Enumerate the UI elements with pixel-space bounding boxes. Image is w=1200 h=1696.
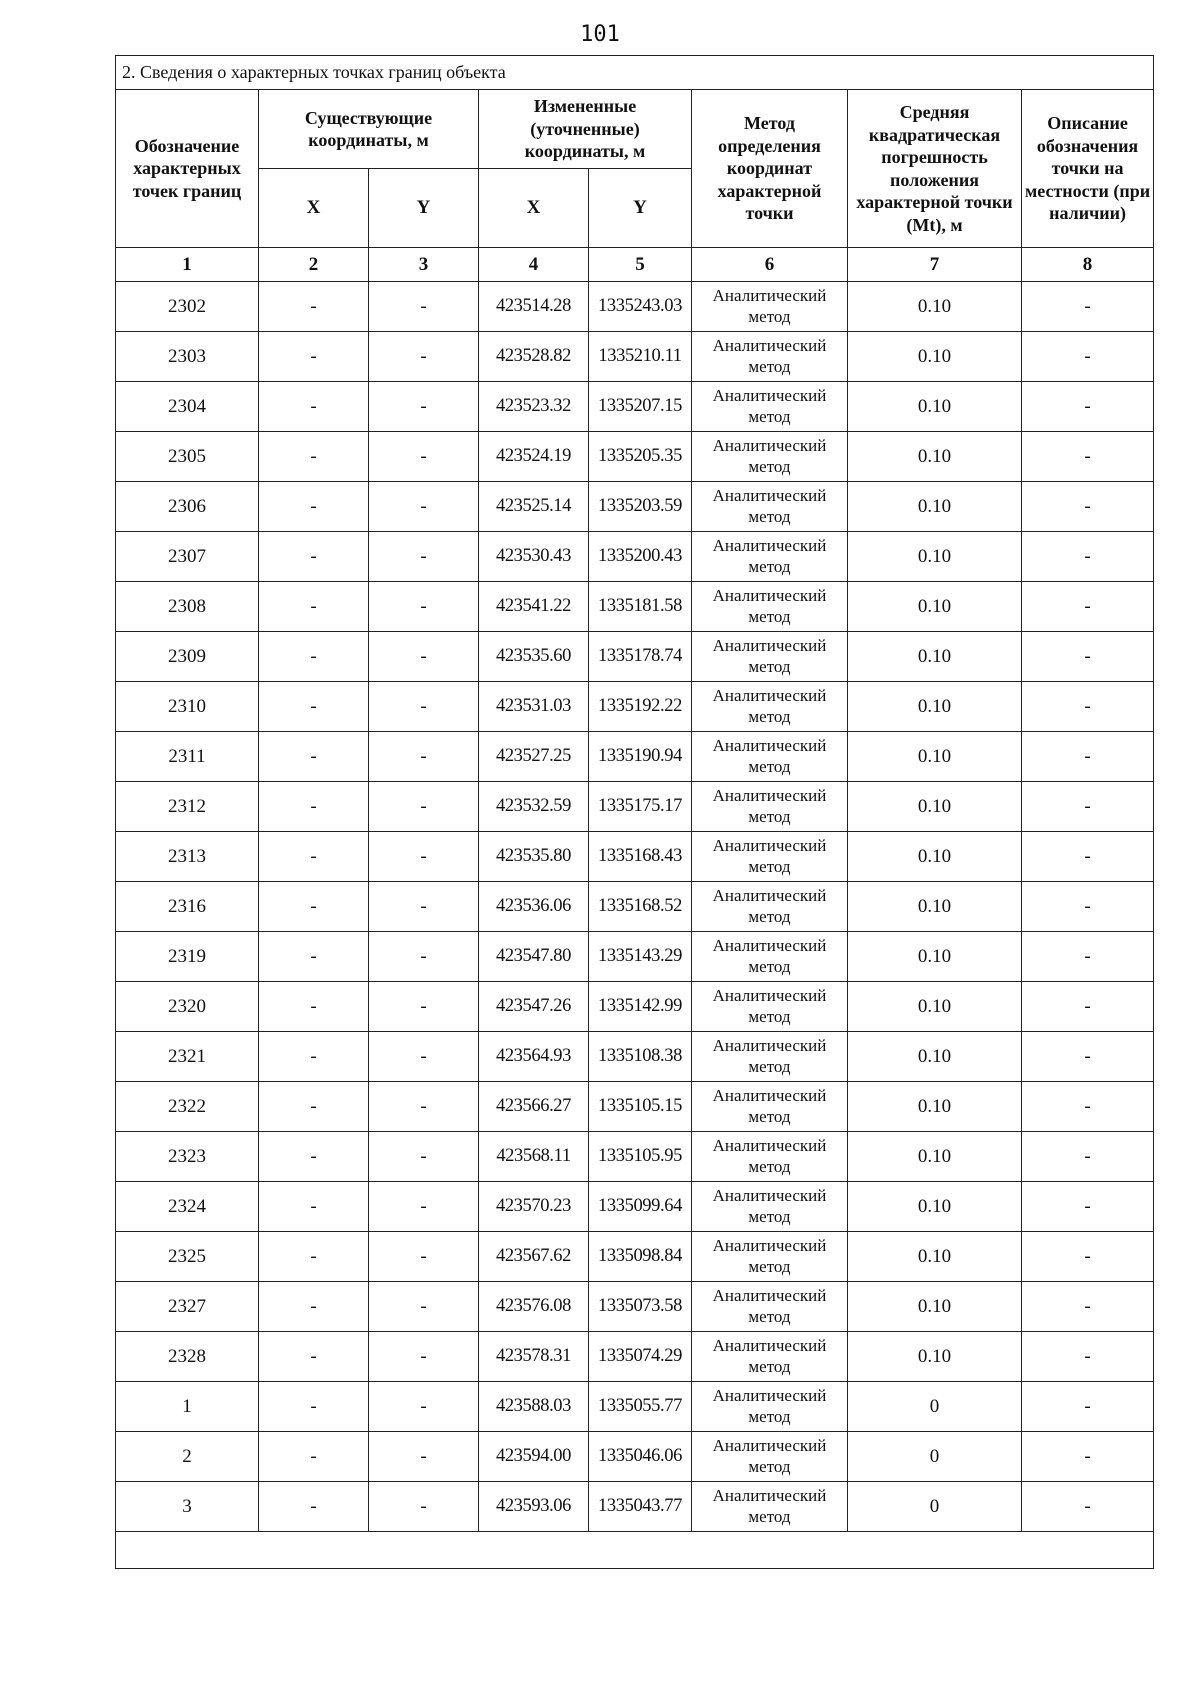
point-designation-cell: 2316 <box>116 882 259 932</box>
existing-x-cell: - <box>259 282 369 332</box>
existing-x-cell: - <box>259 1082 369 1132</box>
changed-y-cell: 1335073.58 <box>589 1282 692 1332</box>
table-row <box>116 1132 1154 1182</box>
existing-x-cell: - <box>259 1432 369 1482</box>
mean-square-error-cell: 0.10 <box>848 1132 1022 1182</box>
point-description-cell: - <box>1022 1132 1154 1182</box>
mean-square-error-cell: 0 <box>848 1482 1022 1532</box>
changed-x-cell: 423570.23 <box>479 1182 589 1232</box>
existing-y-cell: - <box>369 1132 479 1182</box>
changed-x-cell: 423541.22 <box>479 582 589 632</box>
changed-x-cell: 423532.59 <box>479 782 589 832</box>
point-description-cell: - <box>1022 1382 1154 1432</box>
point-designation-cell: 2323 <box>116 1132 259 1182</box>
existing-y-cell: - <box>369 732 479 782</box>
table-row <box>116 782 1154 832</box>
changed-y-cell: 1335205.35 <box>589 432 692 482</box>
point-designation-cell: 2328 <box>116 1332 259 1382</box>
table-row <box>116 1182 1154 1232</box>
point-description-cell: - <box>1022 1282 1154 1332</box>
existing-x-cell: - <box>259 1182 369 1232</box>
point-designation-cell: 2312 <box>116 782 259 832</box>
header-designation: Обозначение характерных точек границ <box>116 90 259 248</box>
mean-square-error-cell: 0.10 <box>848 332 1022 382</box>
point-description-cell: - <box>1022 1182 1154 1232</box>
point-description-cell: - <box>1022 282 1154 332</box>
point-description-cell: - <box>1022 582 1154 632</box>
changed-x-cell: 423530.43 <box>479 532 589 582</box>
existing-y-cell: - <box>369 482 479 532</box>
table-body <box>116 282 1154 1532</box>
existing-x-cell: - <box>259 1032 369 1082</box>
mean-square-error-cell: 0.10 <box>848 482 1022 532</box>
method-cell: Аналитический метод <box>692 282 848 332</box>
point-description-cell: - <box>1022 882 1154 932</box>
method-cell: Аналитический метод <box>692 1282 848 1332</box>
column-number: 6 <box>692 248 848 282</box>
point-designation-cell: 2304 <box>116 382 259 432</box>
point-designation-cell: 1 <box>116 1382 259 1432</box>
changed-y-cell: 1335192.22 <box>589 682 692 732</box>
header-changed-coordinates: Измененные (уточненные) координаты, м <box>479 90 692 169</box>
mean-square-error-cell: 0.10 <box>848 732 1022 782</box>
existing-x-cell: - <box>259 932 369 982</box>
point-designation-cell: 2319 <box>116 932 259 982</box>
method-cell: Аналитический метод <box>692 432 848 482</box>
point-designation-cell: 2305 <box>116 432 259 482</box>
column-number: 8 <box>1022 248 1154 282</box>
existing-x-cell: - <box>259 632 369 682</box>
point-description-cell: - <box>1022 432 1154 482</box>
existing-y-cell: - <box>369 382 479 432</box>
changed-y-cell: 1335175.17 <box>589 782 692 832</box>
table-row <box>116 1432 1154 1482</box>
changed-y-cell: 1335142.99 <box>589 982 692 1032</box>
changed-y-cell: 1335190.94 <box>589 732 692 782</box>
changed-y-cell: 1335046.06 <box>589 1432 692 1482</box>
mean-square-error-cell: 0.10 <box>848 682 1022 732</box>
point-designation-cell: 2 <box>116 1432 259 1482</box>
changed-y-cell: 1335210.11 <box>589 332 692 382</box>
table-row <box>116 582 1154 632</box>
changed-y-cell: 1335108.38 <box>589 1032 692 1082</box>
point-designation-cell: 2321 <box>116 1032 259 1082</box>
table-row <box>116 1332 1154 1382</box>
method-cell: Аналитический метод <box>692 382 848 432</box>
existing-x-cell: - <box>259 332 369 382</box>
point-description-cell: - <box>1022 1032 1154 1082</box>
column-number: 1 <box>116 248 259 282</box>
document-sheet <box>115 55 1153 1569</box>
existing-x-cell: - <box>259 732 369 782</box>
page-number: 101 <box>580 22 620 47</box>
point-designation-cell: 2322 <box>116 1082 259 1132</box>
method-cell: Аналитический метод <box>692 782 848 832</box>
mean-square-error-cell: 0.10 <box>848 582 1022 632</box>
changed-y-cell: 1335168.43 <box>589 832 692 882</box>
point-description-cell: - <box>1022 982 1154 1032</box>
table-caption: 2. Сведения о характерных точках границ объекта <box>116 56 1154 90</box>
existing-x-cell: - <box>259 382 369 432</box>
changed-x-cell: 423536.06 <box>479 882 589 932</box>
point-description-cell: - <box>1022 1082 1154 1132</box>
existing-y-cell: - <box>369 682 479 732</box>
changed-x-cell: 423566.27 <box>479 1082 589 1132</box>
existing-x-cell: - <box>259 782 369 832</box>
existing-y-cell: - <box>369 882 479 932</box>
mean-square-error-cell: 0.10 <box>848 1282 1022 1332</box>
point-designation-cell: 2303 <box>116 332 259 382</box>
mean-square-error-cell: 0.10 <box>848 632 1022 682</box>
method-cell: Аналитический метод <box>692 1332 848 1382</box>
point-description-cell: - <box>1022 332 1154 382</box>
existing-y-cell: - <box>369 1482 479 1532</box>
point-designation-cell: 2320 <box>116 982 259 1032</box>
changed-x-cell: 423576.08 <box>479 1282 589 1332</box>
existing-y-cell: - <box>369 1182 479 1232</box>
method-cell: Аналитический метод <box>692 682 848 732</box>
method-cell: Аналитический метод <box>692 982 848 1032</box>
table-row <box>116 432 1154 482</box>
method-cell: Аналитический метод <box>692 532 848 582</box>
existing-x-cell: - <box>259 1232 369 1282</box>
existing-y-cell: - <box>369 1382 479 1432</box>
method-cell: Аналитический метод <box>692 1132 848 1182</box>
changed-y-cell: 1335207.15 <box>589 382 692 432</box>
table-row <box>116 1282 1154 1332</box>
existing-y-cell: - <box>369 982 479 1032</box>
table-row <box>116 832 1154 882</box>
table-row <box>116 882 1154 932</box>
changed-y-cell: 1335178.74 <box>589 632 692 682</box>
changed-x-cell: 423547.26 <box>479 982 589 1032</box>
method-cell: Аналитический метод <box>692 832 848 882</box>
changed-x-cell: 423567.62 <box>479 1232 589 1282</box>
changed-x-cell: 423547.80 <box>479 932 589 982</box>
changed-x-cell: 423588.03 <box>479 1382 589 1432</box>
method-cell: Аналитический метод <box>692 332 848 382</box>
point-designation-cell: 2313 <box>116 832 259 882</box>
mean-square-error-cell: 0.10 <box>848 932 1022 982</box>
table-row <box>116 1482 1154 1532</box>
method-cell: Аналитический метод <box>692 1182 848 1232</box>
table-row <box>116 1082 1154 1132</box>
changed-x-cell: 423524.19 <box>479 432 589 482</box>
changed-y-cell: 1335055.77 <box>589 1382 692 1432</box>
method-cell: Аналитический метод <box>692 1082 848 1132</box>
point-description-cell: - <box>1022 482 1154 532</box>
point-description-cell: - <box>1022 932 1154 982</box>
method-cell: Аналитический метод <box>692 632 848 682</box>
table-row <box>116 632 1154 682</box>
changed-x-cell: 423568.11 <box>479 1132 589 1182</box>
mean-square-error-cell: 0.10 <box>848 882 1022 932</box>
column-number: 3 <box>369 248 479 282</box>
point-designation-cell: 2309 <box>116 632 259 682</box>
existing-x-cell: - <box>259 682 369 732</box>
changed-y-cell: 1335105.95 <box>589 1132 692 1182</box>
changed-y-cell: 1335143.29 <box>589 932 692 982</box>
method-cell: Аналитический метод <box>692 732 848 782</box>
existing-y-cell: - <box>369 1032 479 1082</box>
header-existing-coordinates: Существующие координаты, м <box>259 90 479 169</box>
existing-y-cell: - <box>369 782 479 832</box>
point-description-cell: - <box>1022 532 1154 582</box>
column-number: 5 <box>589 248 692 282</box>
changed-x-cell: 423527.25 <box>479 732 589 782</box>
existing-x-cell: - <box>259 1132 369 1182</box>
existing-y-cell: - <box>369 832 479 882</box>
mean-square-error-cell: 0.10 <box>848 1182 1022 1232</box>
point-designation-cell: 2311 <box>116 732 259 782</box>
existing-y-cell: - <box>369 432 479 482</box>
changed-y-cell: 1335074.29 <box>589 1332 692 1382</box>
existing-x-cell: - <box>259 982 369 1032</box>
mean-square-error-cell: 0.10 <box>848 532 1022 582</box>
existing-y-cell: - <box>369 1332 479 1382</box>
table-row <box>116 532 1154 582</box>
changed-x-cell: 423593.06 <box>479 1482 589 1532</box>
changed-y-cell: 1335181.58 <box>589 582 692 632</box>
mean-square-error-cell: 0.10 <box>848 1332 1022 1382</box>
changed-y-cell: 1335200.43 <box>589 532 692 582</box>
changed-x-cell: 423564.93 <box>479 1032 589 1082</box>
empty-footer-cell <box>116 1532 1154 1569</box>
table-row <box>116 982 1154 1032</box>
mean-square-error-cell: 0.10 <box>848 982 1022 1032</box>
header-existing-x: X <box>259 169 369 248</box>
existing-x-cell: - <box>259 532 369 582</box>
table-row <box>116 332 1154 382</box>
point-description-cell: - <box>1022 682 1154 732</box>
mean-square-error-cell: 0 <box>848 1432 1022 1482</box>
method-cell: Аналитический метод <box>692 1382 848 1432</box>
table-footer-row <box>116 1532 1154 1569</box>
existing-x-cell: - <box>259 482 369 532</box>
mean-square-error-cell: 0.10 <box>848 1232 1022 1282</box>
header-point-description: Описание обозначения точки на местности (при наличии) <box>1022 90 1154 248</box>
point-description-cell: - <box>1022 1232 1154 1282</box>
mean-square-error-cell: 0.10 <box>848 382 1022 432</box>
mean-square-error-cell: 0 <box>848 1382 1022 1432</box>
changed-x-cell: 423523.32 <box>479 382 589 432</box>
point-description-cell: - <box>1022 732 1154 782</box>
existing-y-cell: - <box>369 282 479 332</box>
header-changed-y: Y <box>589 169 692 248</box>
existing-x-cell: - <box>259 432 369 482</box>
method-cell: Аналитический метод <box>692 1232 848 1282</box>
existing-x-cell: - <box>259 882 369 932</box>
existing-x-cell: - <box>259 1382 369 1432</box>
point-description-cell: - <box>1022 1332 1154 1382</box>
point-description-cell: - <box>1022 382 1154 432</box>
mean-square-error-cell: 0.10 <box>848 782 1022 832</box>
point-description-cell: - <box>1022 782 1154 832</box>
point-designation-cell: 2308 <box>116 582 259 632</box>
point-description-cell: - <box>1022 1482 1154 1532</box>
point-designation-cell: 2306 <box>116 482 259 532</box>
method-cell: Аналитический метод <box>692 1432 848 1482</box>
header-changed-x: X <box>479 169 589 248</box>
existing-y-cell: - <box>369 1082 479 1132</box>
mean-square-error-cell: 0.10 <box>848 432 1022 482</box>
existing-y-cell: - <box>369 932 479 982</box>
mean-square-error-cell: 0.10 <box>848 282 1022 332</box>
method-cell: Аналитический метод <box>692 882 848 932</box>
point-description-cell: - <box>1022 832 1154 882</box>
changed-y-cell: 1335099.64 <box>589 1182 692 1232</box>
table-row <box>116 1032 1154 1082</box>
changed-y-cell: 1335243.03 <box>589 282 692 332</box>
changed-x-cell: 423525.14 <box>479 482 589 532</box>
table-row <box>116 282 1154 332</box>
existing-y-cell: - <box>369 332 479 382</box>
changed-y-cell: 1335168.52 <box>589 882 692 932</box>
changed-x-cell: 423535.60 <box>479 632 589 682</box>
existing-y-cell: - <box>369 1432 479 1482</box>
header-mean-square-error: Средняя квадратическая погрешность положения характерной точки (Mt), м <box>848 90 1022 248</box>
changed-x-cell: 423531.03 <box>479 682 589 732</box>
header-existing-y: Y <box>369 169 479 248</box>
method-cell: Аналитический метод <box>692 932 848 982</box>
method-cell: Аналитический метод <box>692 482 848 532</box>
existing-y-cell: - <box>369 632 479 682</box>
existing-x-cell: - <box>259 1332 369 1382</box>
table-row <box>116 932 1154 982</box>
point-designation-cell: 2325 <box>116 1232 259 1282</box>
point-description-cell: - <box>1022 1432 1154 1482</box>
table-row <box>116 1382 1154 1432</box>
changed-x-cell: 423594.00 <box>479 1432 589 1482</box>
boundary-points-table <box>115 55 1154 1569</box>
mean-square-error-cell: 0.10 <box>848 832 1022 882</box>
existing-y-cell: - <box>369 1282 479 1332</box>
table-row <box>116 732 1154 782</box>
point-description-cell: - <box>1022 632 1154 682</box>
column-number: 7 <box>848 248 1022 282</box>
table-row <box>116 1232 1154 1282</box>
method-cell: Аналитический метод <box>692 1482 848 1532</box>
column-number: 2 <box>259 248 369 282</box>
existing-y-cell: - <box>369 582 479 632</box>
changed-y-cell: 1335203.59 <box>589 482 692 532</box>
changed-x-cell: 423578.31 <box>479 1332 589 1382</box>
changed-y-cell: 1335098.84 <box>589 1232 692 1282</box>
method-cell: Аналитический метод <box>692 582 848 632</box>
existing-x-cell: - <box>259 1482 369 1532</box>
header-method: Метод определения координат характерной точки <box>692 90 848 248</box>
existing-y-cell: - <box>369 532 479 582</box>
point-designation-cell: 3 <box>116 1482 259 1532</box>
changed-y-cell: 1335043.77 <box>589 1482 692 1532</box>
existing-y-cell: - <box>369 1232 479 1282</box>
changed-x-cell: 423528.82 <box>479 332 589 382</box>
existing-x-cell: - <box>259 1282 369 1332</box>
changed-x-cell: 423514.28 <box>479 282 589 332</box>
changed-x-cell: 423535.80 <box>479 832 589 882</box>
mean-square-error-cell: 0.10 <box>848 1032 1022 1082</box>
mean-square-error-cell: 0.10 <box>848 1082 1022 1132</box>
point-designation-cell: 2310 <box>116 682 259 732</box>
table-row <box>116 382 1154 432</box>
column-number-row <box>116 248 1154 282</box>
point-designation-cell: 2327 <box>116 1282 259 1332</box>
column-number: 4 <box>479 248 589 282</box>
existing-x-cell: - <box>259 582 369 632</box>
changed-y-cell: 1335105.15 <box>589 1082 692 1132</box>
point-designation-cell: 2302 <box>116 282 259 332</box>
table-row <box>116 682 1154 732</box>
point-designation-cell: 2307 <box>116 532 259 582</box>
method-cell: Аналитический метод <box>692 1032 848 1082</box>
existing-x-cell: - <box>259 832 369 882</box>
table-row <box>116 482 1154 532</box>
point-designation-cell: 2324 <box>116 1182 259 1232</box>
